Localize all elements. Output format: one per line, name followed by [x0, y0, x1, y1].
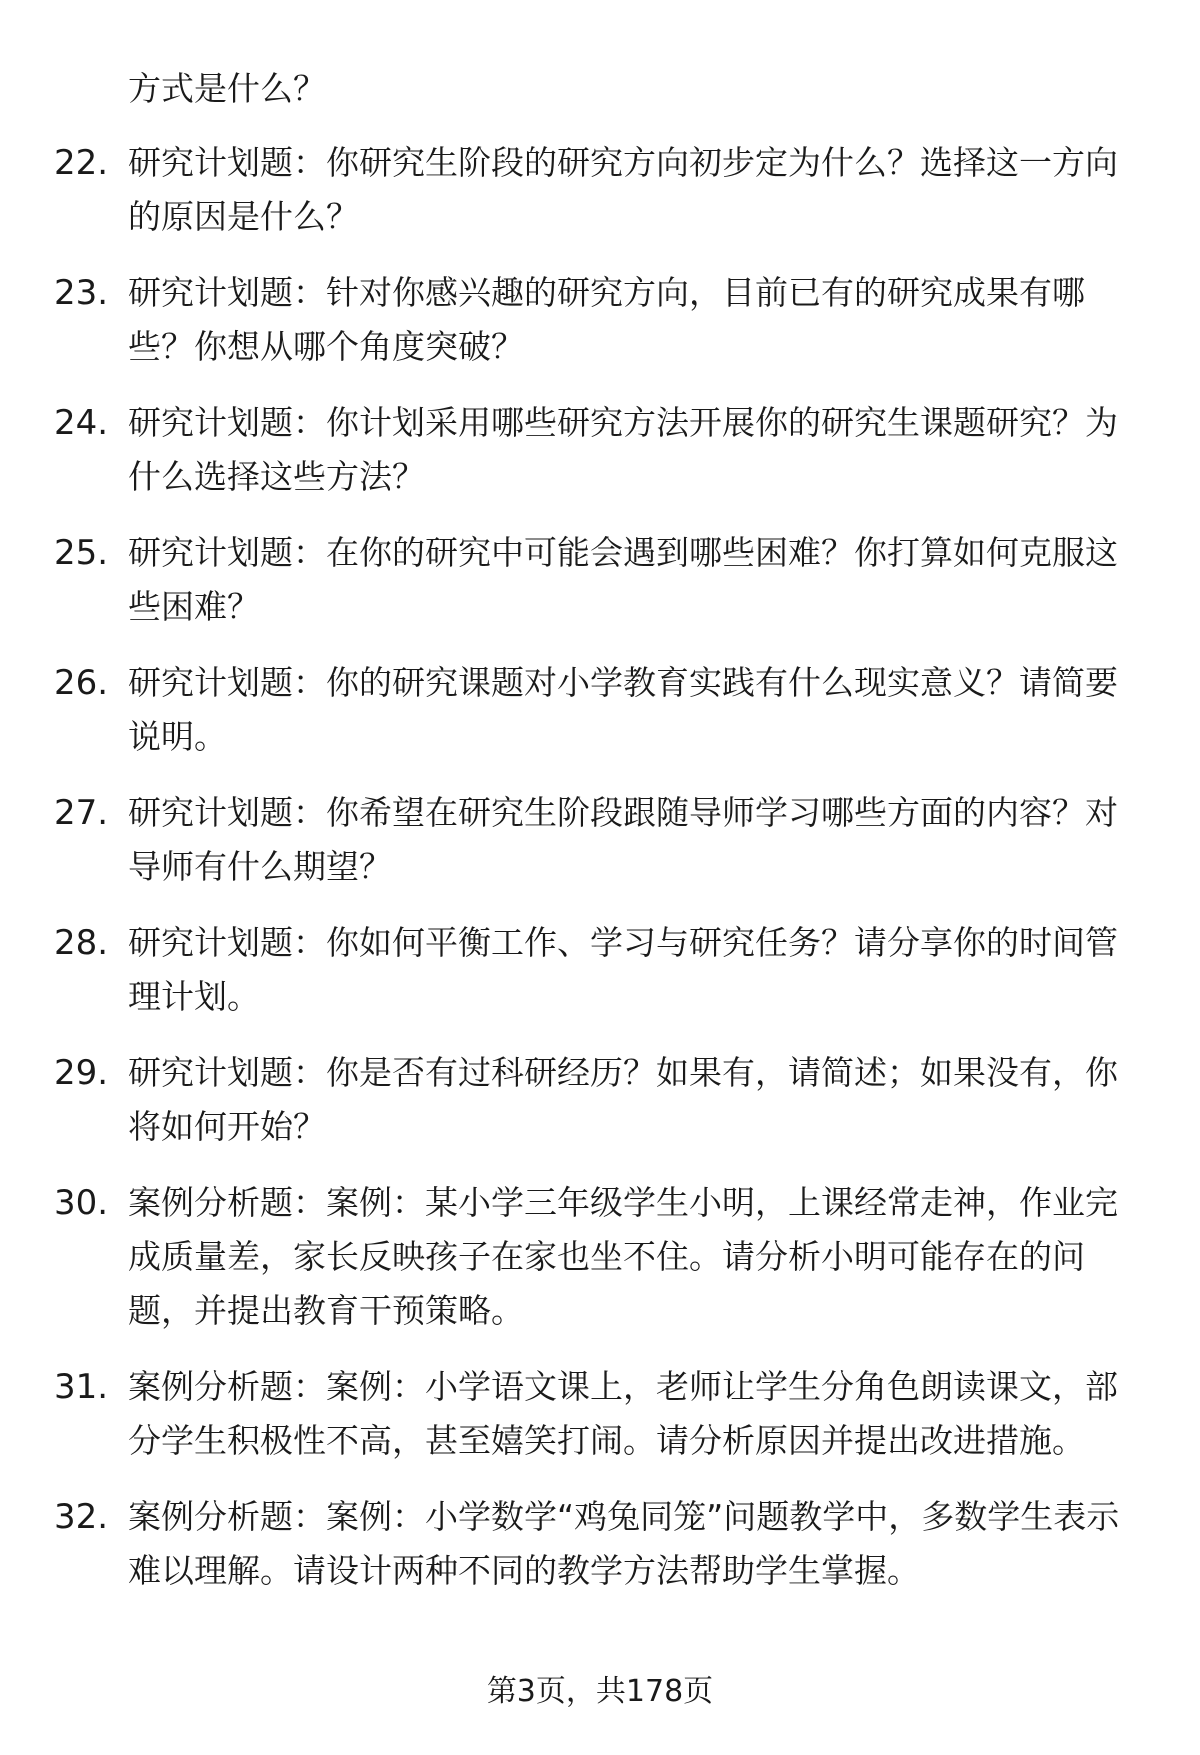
question-item — [0, 916, 1138, 1024]
question-number: 22. — [54, 143, 109, 183]
question-item — [0, 786, 1138, 894]
question-item — [0, 656, 1138, 764]
question-number: 27. — [54, 793, 109, 833]
question-text: 研究计划题：你研究生阶段的研究方向初步定为什么？选择这一方向的原因是什么？ — [128, 143, 1118, 236]
question-item — [0, 1046, 1138, 1154]
question-number: 29. — [54, 1053, 109, 1093]
continuation-text: 方式是什么？ — [128, 69, 326, 108]
question-text: 案例分析题：案例：小学数学“鸡兔同笼”问题教学中，多数学生表示难以理解。请设计两种不同的教学方法帮助学生掌握。 — [128, 1497, 1120, 1590]
question-text: 案例分析题：案例：小学语文课上，老师让学生分角色朗读课文，部分学生积极性不高，甚至嬉笑打闹。请分析原因并提出改进措施。 — [128, 1367, 1118, 1460]
question-text: 研究计划题：你的研究课题对小学教育实践有什么现实意义？请简要说明。 — [128, 663, 1118, 756]
question-number: 26. — [54, 663, 109, 703]
question-text: 研究计划题：你是否有过科研经历？如果有，请简述；如果没有，你将如何开始？ — [128, 1053, 1118, 1146]
question-number: 32. — [54, 1497, 109, 1537]
question-text: 研究计划题：你如何平衡工作、学习与研究任务？请分享你的时间管理计划。 — [128, 923, 1118, 1016]
question-item — [0, 1490, 1138, 1598]
question-number: 25. — [54, 533, 109, 573]
question-text: 研究计划题：针对你感兴趣的研究方向，目前已有的研究成果有哪些？你想从哪个角度突破？ — [128, 273, 1085, 366]
page-footer: 第3页，共178页 — [486, 1674, 714, 1709]
question-text: 研究计划题：你希望在研究生阶段跟随导师学习哪些方面的内容？对导师有什么期望？ — [128, 793, 1118, 886]
question-text: 研究计划题：在你的研究中可能会遇到哪些困难？你打算如何克服这些困难？ — [128, 533, 1118, 626]
question-item — [0, 526, 1138, 634]
question-number: 31. — [54, 1367, 109, 1407]
question-number: 30. — [54, 1183, 109, 1223]
question-item — [0, 136, 1138, 244]
question-item — [0, 396, 1138, 504]
question-item — [0, 1360, 1138, 1468]
question-number: 24. — [54, 403, 109, 443]
question-number: 23. — [54, 273, 109, 313]
question-item — [0, 266, 1138, 374]
question-text: 案例分析题：案例：某小学三年级学生小明，上课经常走神，作业完成质量差，家长反映孩子在家也坐不住。请分析小明可能存在的问题，并提出教育干预策略。 — [128, 1183, 1118, 1330]
question-item — [0, 1176, 1138, 1338]
question-number: 28. — [54, 923, 109, 963]
question-list — [0, 136, 1200, 1620]
question-text: 研究计划题：你计划采用哪些研究方法开展你的研究生课题研究？为什么选择这些方法？ — [128, 403, 1118, 496]
